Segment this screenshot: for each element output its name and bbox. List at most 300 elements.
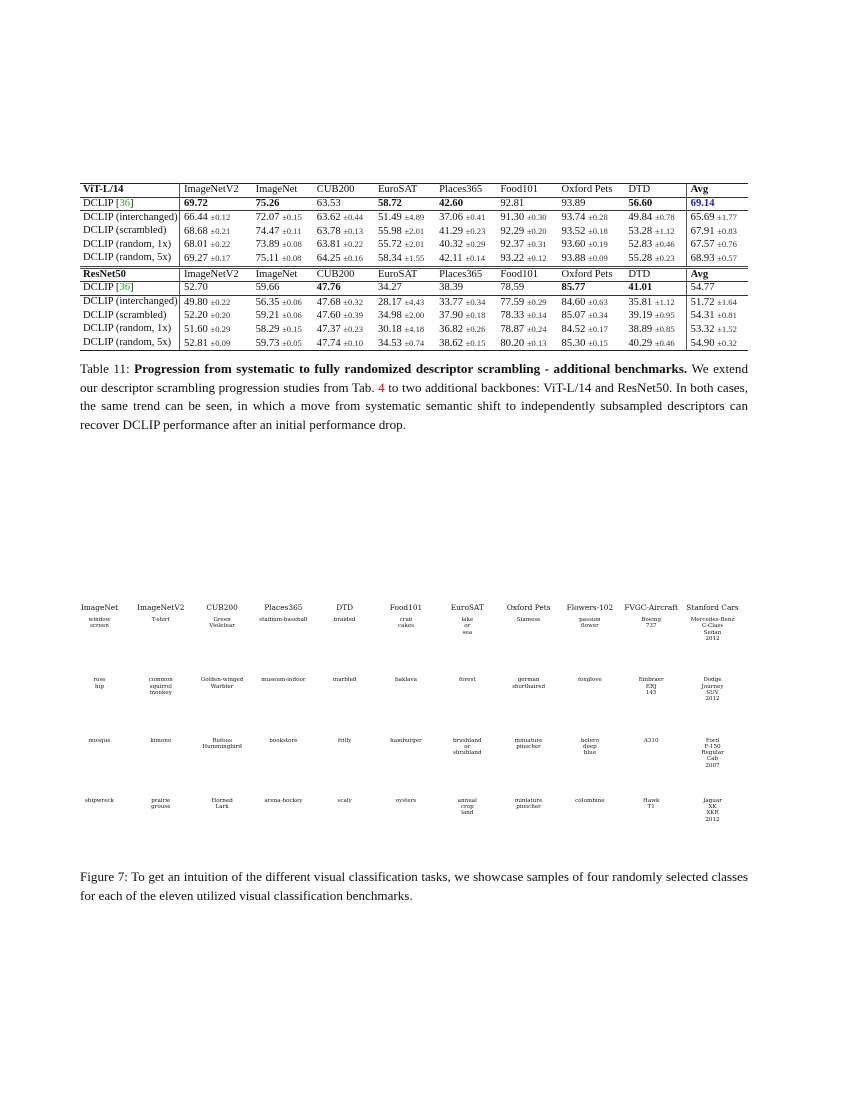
sample-image	[378, 795, 435, 852]
sample-image	[500, 795, 557, 852]
table-cell	[686, 337, 748, 351]
cell-value: 68.68	[184, 225, 211, 237]
class-label: Boeing 737	[641, 617, 662, 630]
row-label: DCLIP (scrambled)	[80, 309, 180, 323]
class-label: arena-hockey	[264, 797, 303, 804]
sample-image	[255, 674, 312, 731]
table-cell	[374, 252, 435, 267]
table-cell	[374, 323, 435, 337]
column-title: EuroSAT	[450, 603, 484, 612]
cell-std: ±0.13	[343, 225, 364, 236]
sample-image	[132, 674, 189, 731]
cell-std: ±4.89	[404, 212, 425, 223]
row-label: DCLIP (random, 5x)	[80, 337, 180, 351]
cell-value: 63.62	[316, 212, 344, 224]
table-reference-link[interactable]: 4	[378, 379, 385, 395]
table-cell	[624, 252, 686, 267]
cell-std: ±1.12	[654, 296, 675, 307]
table-cell	[496, 225, 557, 239]
column-header: Places365	[435, 184, 496, 198]
sample-image	[439, 674, 496, 731]
class-label: passion flower	[579, 617, 601, 630]
cell-value: 93.22	[500, 252, 527, 264]
table-cell	[496, 252, 557, 267]
class-label: scaly	[337, 797, 352, 804]
sample-image	[71, 795, 128, 852]
table-cell	[496, 238, 557, 252]
class-label: T-shirt	[151, 617, 170, 623]
cell-std: ±0.19	[588, 239, 608, 250]
table-cell	[496, 295, 557, 309]
cell-std: ±0.18	[465, 310, 486, 321]
column-header: ImageNet	[252, 267, 313, 282]
table-cell	[435, 197, 496, 211]
table-cell	[313, 337, 374, 351]
table-cell	[374, 309, 435, 323]
table-cell	[313, 238, 374, 252]
column-header: ImageNetV2	[180, 267, 252, 282]
class-label: stadium-baseball	[259, 617, 308, 623]
table-cell	[435, 238, 496, 252]
cell-std: ±1.55	[404, 252, 425, 263]
cell-std: ±0.26	[465, 323, 486, 334]
cell-std: ±0.34	[588, 310, 608, 321]
column-header: Avg	[686, 184, 748, 198]
class-label: Horned Lark	[211, 797, 233, 811]
column-header: ImageNet	[252, 184, 313, 198]
cell-value: 41.29	[439, 225, 466, 237]
class-label: Siamese	[516, 617, 541, 623]
table-cell	[558, 309, 625, 323]
cell-std: ±0.22	[343, 239, 364, 250]
cell-std: ±0.39	[343, 310, 364, 321]
column-header: ImageNetV2	[180, 184, 252, 198]
cell-value: 85.07	[561, 310, 589, 322]
sample-image	[561, 674, 618, 731]
class-label: marbled	[332, 677, 357, 684]
sample-image	[561, 735, 618, 792]
class-label: Mercedes-Benz C-Class Sedan 2012	[690, 617, 735, 642]
table-cell	[374, 238, 435, 252]
cell-value: 41.01	[628, 282, 653, 294]
table-cell	[496, 323, 557, 337]
sample-image	[71, 674, 128, 731]
table-cell	[624, 323, 686, 337]
cell-value: 72.07	[255, 212, 283, 224]
cell-value: 68.01	[184, 239, 211, 251]
table-caption	[80, 360, 748, 434]
cell-std: ±0.09	[210, 337, 231, 348]
cell-value: 54.90	[690, 337, 718, 349]
cell-value: 47.68	[316, 296, 344, 308]
class-label: Embraer ERJ 145	[638, 677, 664, 696]
table-cell	[252, 211, 313, 225]
cell-value: 49.80	[184, 296, 211, 308]
cell-value: 30.18	[377, 323, 405, 335]
table-cell	[686, 309, 748, 323]
class-label: mosque	[88, 737, 111, 744]
table-row	[80, 252, 748, 267]
table-cell	[686, 295, 748, 309]
citation-link[interactable]: 36	[119, 197, 130, 209]
cell-std: ±1.77	[717, 212, 737, 223]
cell-std: ±0.78	[654, 212, 675, 223]
cell-value: 54.31	[690, 310, 718, 322]
sample-image	[71, 735, 128, 792]
cell-value: 85.30	[561, 337, 589, 349]
class-label: rose hip	[93, 677, 106, 690]
sample-image	[194, 735, 251, 792]
column-header: CUB200	[313, 184, 374, 198]
row-label: DCLIP (random, 5x)	[80, 252, 180, 267]
cell-std: ±0.29	[526, 296, 547, 307]
cell-value: 51.49	[377, 212, 405, 224]
sample-image	[684, 614, 741, 671]
class-label: brushland or shrubland	[452, 737, 482, 757]
table-cell	[180, 238, 252, 252]
cell-value: 93.88	[561, 252, 589, 264]
table-cell	[624, 197, 686, 211]
sample-image	[255, 735, 312, 792]
table-cell	[180, 282, 252, 296]
sample-image	[132, 795, 189, 852]
table-cell	[180, 295, 252, 309]
table-cell	[374, 197, 435, 211]
sample-image	[623, 674, 680, 731]
sample-image	[132, 735, 189, 792]
cell-value: 55.98	[377, 225, 405, 237]
cell-value: 64.25	[316, 252, 344, 264]
class-label: braided	[333, 617, 356, 623]
table-cell	[374, 282, 435, 296]
cell-value: 56.35	[255, 296, 283, 308]
cell-value: 51.72	[690, 296, 718, 308]
sample-image	[378, 735, 435, 792]
class-label: prairie grouse	[151, 797, 171, 811]
table-cell	[252, 252, 313, 267]
sample-image	[194, 795, 251, 852]
cell-value: 59.66	[255, 282, 280, 294]
cell-value: 77.59	[500, 296, 527, 308]
table-cell	[435, 252, 496, 267]
sample-image	[500, 735, 557, 792]
cell-value: 33.77	[439, 296, 466, 308]
cell-std: ±0.29	[210, 323, 231, 334]
table-cell	[180, 323, 252, 337]
cell-std: ±0.09	[588, 252, 608, 263]
citation-link[interactable]: 36	[119, 282, 130, 294]
table-cell	[313, 197, 374, 211]
table-cell	[252, 295, 313, 309]
table-cell	[686, 252, 748, 267]
table-cell	[435, 309, 496, 323]
cell-std: ±0.57	[717, 252, 737, 263]
cell-std: ±0.10	[343, 337, 364, 348]
table-caption-title: Progression from systematic to fully randomized descriptor scrambling - additional benchmarks.	[134, 361, 688, 376]
cell-value: 37.06	[439, 212, 466, 224]
table-cell	[496, 282, 557, 296]
cell-value: 52.81	[184, 337, 211, 349]
class-label: miniature pinscher	[514, 737, 543, 750]
cell-value: 84.52	[561, 323, 589, 335]
cell-std: ±0.15	[588, 337, 608, 348]
sample-image	[255, 614, 312, 671]
sample-image	[561, 614, 618, 671]
cell-value: 52.83	[628, 239, 655, 251]
table-cell	[435, 225, 496, 239]
cell-value: 65.69	[690, 212, 718, 224]
table-row-dclip	[80, 197, 748, 211]
row-label: DCLIP (random, 1x)	[80, 323, 180, 337]
cell-std: ±0.30	[526, 212, 547, 223]
sample-image	[255, 795, 312, 852]
sample-image	[500, 614, 557, 671]
results-table	[80, 183, 748, 351]
class-label: Ford F-150 Regular Cab 2007	[701, 737, 724, 769]
class-label: kimono	[150, 737, 172, 744]
cell-value: 69.27	[184, 252, 211, 264]
cell-std: ±0.46	[654, 337, 675, 348]
sample-image	[623, 614, 680, 671]
cell-std: ±1.12	[654, 225, 675, 236]
cell-value: 84.60	[561, 296, 589, 308]
sample-image	[378, 674, 435, 731]
cell-std: ±0.23	[654, 252, 675, 263]
table-cell	[313, 252, 374, 267]
class-label: Hawk T1	[642, 797, 660, 811]
table-cell	[686, 282, 748, 296]
sample-image	[561, 795, 618, 852]
sample-image	[71, 614, 128, 671]
cell-std: ±0.12	[210, 212, 231, 223]
table-cell	[252, 282, 313, 296]
cell-value: 40.32	[439, 239, 466, 251]
class-label: shipwreck	[84, 797, 115, 804]
cell-std: ±0.11	[282, 225, 302, 236]
column-header: DTD	[624, 184, 686, 198]
cell-std: ±0.22	[210, 296, 231, 307]
class-label: crab cakes	[397, 617, 415, 630]
class-label: forest	[459, 677, 476, 684]
cell-value: 59.73	[255, 337, 283, 349]
cell-value: 91.30	[500, 212, 527, 224]
cell-std: ±0.83	[717, 225, 737, 236]
table-cell	[624, 309, 686, 323]
cell-std: ±2.01	[404, 225, 425, 236]
column-header: Oxford Pets	[558, 267, 625, 282]
cell-value: 52.70	[184, 282, 208, 294]
cell-value: 68.93	[690, 252, 718, 264]
row-label: DCLIP (interchanged)	[80, 211, 180, 225]
class-label: museum-indoor	[261, 677, 306, 684]
cell-std: ±2.01	[404, 239, 425, 250]
table-cell	[180, 252, 252, 267]
cell-std: ±0.17	[210, 252, 231, 263]
table-header-row	[80, 267, 748, 282]
table-cell	[624, 225, 686, 239]
sample-image	[684, 735, 741, 792]
cell-value: 49.84	[628, 212, 655, 224]
cell-value: 47.76	[316, 282, 341, 294]
table-cell	[252, 197, 313, 211]
class-label: miniature pinscher	[514, 797, 543, 811]
row-label: DCLIP [36]	[80, 282, 180, 296]
table-cell	[374, 295, 435, 309]
cell-std: ±0.08	[281, 252, 302, 263]
row-label: DCLIP (scrambled)	[80, 225, 180, 239]
class-label: Dodge Journey SUV 2012	[701, 677, 724, 703]
table-cell	[435, 323, 496, 337]
table-cell	[252, 238, 313, 252]
cell-std: ±0.44	[343, 212, 364, 223]
cell-std: ±0.05	[282, 337, 302, 348]
cell-value: 40.29	[628, 337, 655, 349]
cell-value: 78.59	[500, 282, 525, 294]
backbone-label: ViT-L/14	[80, 184, 180, 198]
column-header: Avg	[686, 267, 748, 282]
cell-std: ±0.41	[465, 212, 486, 223]
cell-std: ±0.29	[465, 239, 486, 250]
table-cell	[686, 323, 748, 337]
cell-std: ±0.74	[404, 337, 425, 348]
cell-std: ±0.08	[282, 239, 302, 250]
cell-value: 42.11	[439, 252, 466, 264]
table-cell	[180, 337, 252, 351]
table-cell	[435, 295, 496, 309]
sample-image	[316, 735, 373, 792]
table-cell	[558, 337, 625, 351]
table-cell	[624, 295, 686, 309]
class-label: A310	[643, 737, 659, 744]
cell-std: ±0.24	[526, 323, 547, 334]
table-cell	[624, 211, 686, 225]
cell-std: ±0.95	[654, 310, 675, 321]
table-cell	[313, 309, 374, 323]
table-cell	[313, 282, 374, 296]
table-cell	[686, 225, 748, 239]
class-label: oysters	[395, 797, 417, 804]
cell-std: ±0.15	[282, 323, 302, 334]
cell-value: 59.21	[255, 310, 283, 322]
table-cell	[496, 197, 557, 211]
column-title: Flowers-102	[566, 603, 614, 612]
cell-std: ±0.32	[717, 337, 737, 348]
column-header: DTD	[624, 267, 686, 282]
table-cell	[558, 295, 625, 309]
table-cell	[374, 225, 435, 239]
cell-std: ±0.46	[654, 239, 675, 250]
class-label: frilly	[338, 737, 352, 744]
class-label: foxglove	[577, 677, 602, 684]
table-cell	[558, 252, 625, 267]
cell-value: 28.17	[377, 296, 405, 308]
cell-value: 93.52	[561, 225, 589, 237]
column-header: Food101	[496, 267, 557, 282]
cell-value: 37.90	[439, 310, 466, 322]
table-cell	[180, 225, 252, 239]
cell-value: 66.44	[184, 212, 211, 224]
cell-value: 92.81	[500, 197, 525, 209]
cell-value: 53.32	[690, 323, 718, 335]
cell-std: ±0.20	[526, 225, 547, 236]
cell-value: 75.26	[255, 197, 280, 209]
table-cell	[496, 309, 557, 323]
sample-image	[194, 674, 251, 731]
cell-std: ±0.14	[526, 310, 547, 321]
column-title: ImageNetV2	[137, 603, 185, 612]
table-cell	[558, 282, 625, 296]
cell-value: 47.37	[316, 323, 344, 335]
table-cell	[435, 337, 496, 351]
table-cell	[624, 337, 686, 351]
table-cell	[558, 211, 625, 225]
table-cell	[313, 225, 374, 239]
cell-value: 67.57	[690, 239, 718, 251]
backbone-label: ResNet50	[80, 267, 180, 282]
cell-std: ±4.43	[404, 296, 425, 307]
cell-std: ±0.14	[465, 252, 486, 263]
sample-image	[684, 674, 741, 731]
table-cell	[686, 238, 748, 252]
column-title: Places365	[264, 603, 303, 612]
sample-image	[623, 735, 680, 792]
cell-value: 78.87	[500, 323, 527, 335]
table-cell	[374, 337, 435, 351]
cell-value: 35.81	[628, 296, 655, 308]
cell-value: 34.53	[377, 337, 405, 349]
table-caption-prefix: Table 11:	[80, 361, 135, 376]
class-label: common squirrel monkey	[148, 677, 173, 696]
column-title: Oxford Pets	[506, 603, 551, 612]
class-label: Green Violetear	[209, 617, 235, 630]
sample-image	[194, 614, 251, 671]
cell-value: 38.89	[628, 323, 655, 335]
table-cell	[180, 211, 252, 225]
table-cell	[180, 309, 252, 323]
table-cell	[313, 323, 374, 337]
cell-value: 52.20	[184, 310, 211, 322]
cell-value: 73.89	[255, 239, 283, 251]
sample-image	[439, 735, 496, 792]
table-row	[80, 323, 748, 337]
cell-value: 47.74	[316, 337, 344, 349]
class-label: window screen	[88, 617, 111, 630]
cell-std: ±0.31	[526, 239, 547, 250]
class-label: Golden-winged Warbler	[200, 677, 244, 690]
cell-value: 75.11	[255, 252, 282, 264]
table-caption-text: We extend our descriptor scrambling progression studies from Tab.	[80, 361, 748, 395]
cell-value: 47.60	[316, 310, 344, 322]
table-row	[80, 238, 748, 252]
cell-value: 80.20	[500, 337, 527, 349]
table-cell	[686, 197, 748, 211]
cell-value: 53.28	[628, 225, 655, 237]
cell-value: 55.72	[377, 239, 405, 251]
sample-image	[316, 614, 373, 671]
cell-std: ±0.17	[588, 323, 608, 334]
cell-std: ±0.15	[465, 337, 486, 348]
table-caption-text-cont: to two additional backbones: ViT-L/14 and ResNet50. In both cases, the same trend can be seen, in which a move from systematic semantic shift to independently subsampled descriptors can recover DCLIP performance after an initial performance drop.	[80, 379, 748, 432]
row-label: DCLIP [36]	[80, 197, 180, 211]
table-cell	[252, 337, 313, 351]
cell-std: ±1.64	[717, 296, 737, 307]
table-row	[80, 337, 748, 351]
sample-image	[500, 674, 557, 731]
cell-std: ±0.63	[588, 296, 608, 307]
cell-value: 93.74	[561, 212, 589, 224]
cell-value: 69.72	[184, 197, 208, 209]
cell-std: ±0.12	[526, 252, 547, 263]
